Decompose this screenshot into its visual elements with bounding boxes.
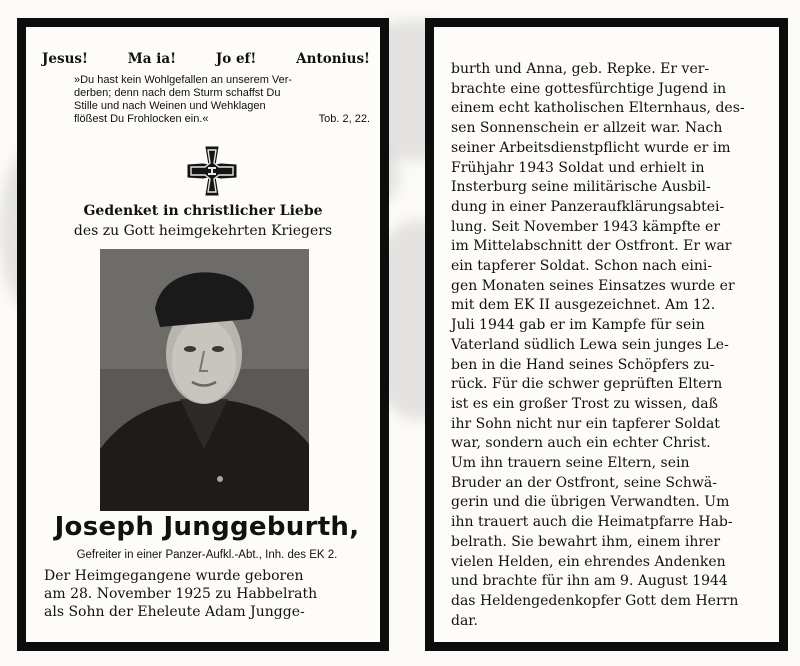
- text-line: burth und Anna, geb. Repke. Er ver-: [451, 61, 710, 77]
- left-panel: [17, 18, 389, 651]
- text-line: Insterburg seine militärische Ausbil-: [451, 179, 711, 196]
- text-line: einem echt katholischen Elternhaus, des-: [451, 100, 745, 117]
- text-line: im Mittelabschnitt der Ostfront. Er war: [451, 238, 732, 255]
- soldier-portrait-photo: [100, 249, 309, 511]
- text-line: das Heldengedenkopfer Gott dem Herrn: [451, 592, 739, 609]
- invocation-jesus: Jesus!: [42, 51, 88, 67]
- greeting-line-1: Gedenket in christlicher Liebe: [83, 203, 323, 219]
- text-line: Vaterland südlich Lewa sein junges Le-: [451, 336, 729, 353]
- invocation-line: [42, 51, 370, 67]
- text-line: brachte eine gottesfürchtige Jugend in: [451, 80, 727, 97]
- text-line: gen Monaten seines Einsatzes wurde er: [451, 277, 735, 294]
- military-rank: Gefreiter in einer Panzer-Aufkl.-Abt., Inh. des EK 2.: [76, 549, 338, 561]
- left-biography: [44, 567, 374, 621]
- text-line: sen Sonnenschein er allzeit war. Nach: [451, 120, 723, 137]
- text-line: dung in einer Panzeraufklärungsabtei-: [451, 198, 725, 215]
- text-line: vielen Helden, ein ehrendes Andenken: [451, 553, 726, 570]
- text-line: dar.: [451, 612, 478, 629]
- text-line: ein tapferer Soldat. Schon nach eini-: [451, 258, 713, 275]
- right-panel: [425, 18, 788, 651]
- text-line: Bruder an der Ostfront, seine Schwä-: [451, 474, 717, 491]
- invocation-josef: Jo ef!: [215, 51, 257, 67]
- text-line: ben in die Hand seines Schöpfers zu-: [451, 356, 715, 373]
- text-line: am 28. November 1925 zu Habbelrath: [44, 586, 318, 602]
- text-line: Juli 1944 gab er im Kampfe für sein: [451, 317, 705, 334]
- scripture-quote: [74, 74, 374, 126]
- text-line: Der Heimgegangene wurde geboren: [44, 568, 304, 584]
- quote-line: »Du hast kein Wohlgefallen an unserem Ver-: [74, 74, 293, 86]
- quote-line: Stille und nach Weinen und Wehklagen: [74, 100, 266, 112]
- deceased-name: Joseph Junggeburth,: [54, 512, 360, 542]
- text-line: ihr Sohn nicht nur ein tapferer Soldat: [451, 415, 720, 432]
- iron-cross-icon: [186, 145, 238, 197]
- text-line: Um ihn trauern seine Eltern, sein: [451, 455, 690, 472]
- text-line: seiner Arbeitsdienstpflicht wurde er im: [451, 139, 731, 156]
- quote-line: derben; denn nach dem Sturm schaffst Du: [74, 87, 281, 99]
- right-biography: [451, 60, 778, 631]
- text-line: Frühjahr 1943 Soldat und erhielt in: [451, 159, 705, 176]
- text-line: gerin und die übrigen Verwandten. Um: [451, 494, 730, 511]
- text-line: rück. Für die schwer geprüften Eltern: [451, 376, 723, 393]
- text-line: ihn trauert auch die Heimatpfarre Hab-: [451, 514, 733, 531]
- text-line: belrath. Sie bewahrt ihm, einem ihrer: [451, 533, 721, 550]
- text-line: ist es ein großer Trost zu wissen, daß: [451, 395, 719, 412]
- text-line: war, sondern auch ein echter Christ.: [451, 435, 711, 452]
- invocation-maria: Ma ia!: [127, 51, 176, 67]
- quote-reference: Tob. 2, 22.: [318, 113, 370, 125]
- text-line: mit dem EK II ausgezeichnet. Am 12.: [451, 297, 716, 314]
- text-line: als Sohn der Eheleute Adam Jungge-: [44, 604, 305, 620]
- text-line: und brachte für ihn am 9. August 1944: [451, 573, 728, 590]
- quote-line: flößest Du Frohlocken ein.« Tob. 2, 22.: [74, 113, 370, 125]
- greeting-line-2: des zu Gott heimgekehrten Kriegers: [73, 223, 333, 239]
- invocation-antonius: Antonius!: [296, 51, 370, 67]
- soldier-portrait-drawing: [100, 249, 309, 511]
- text-line: lung. Seit November 1943 kämpfte er: [451, 218, 721, 235]
